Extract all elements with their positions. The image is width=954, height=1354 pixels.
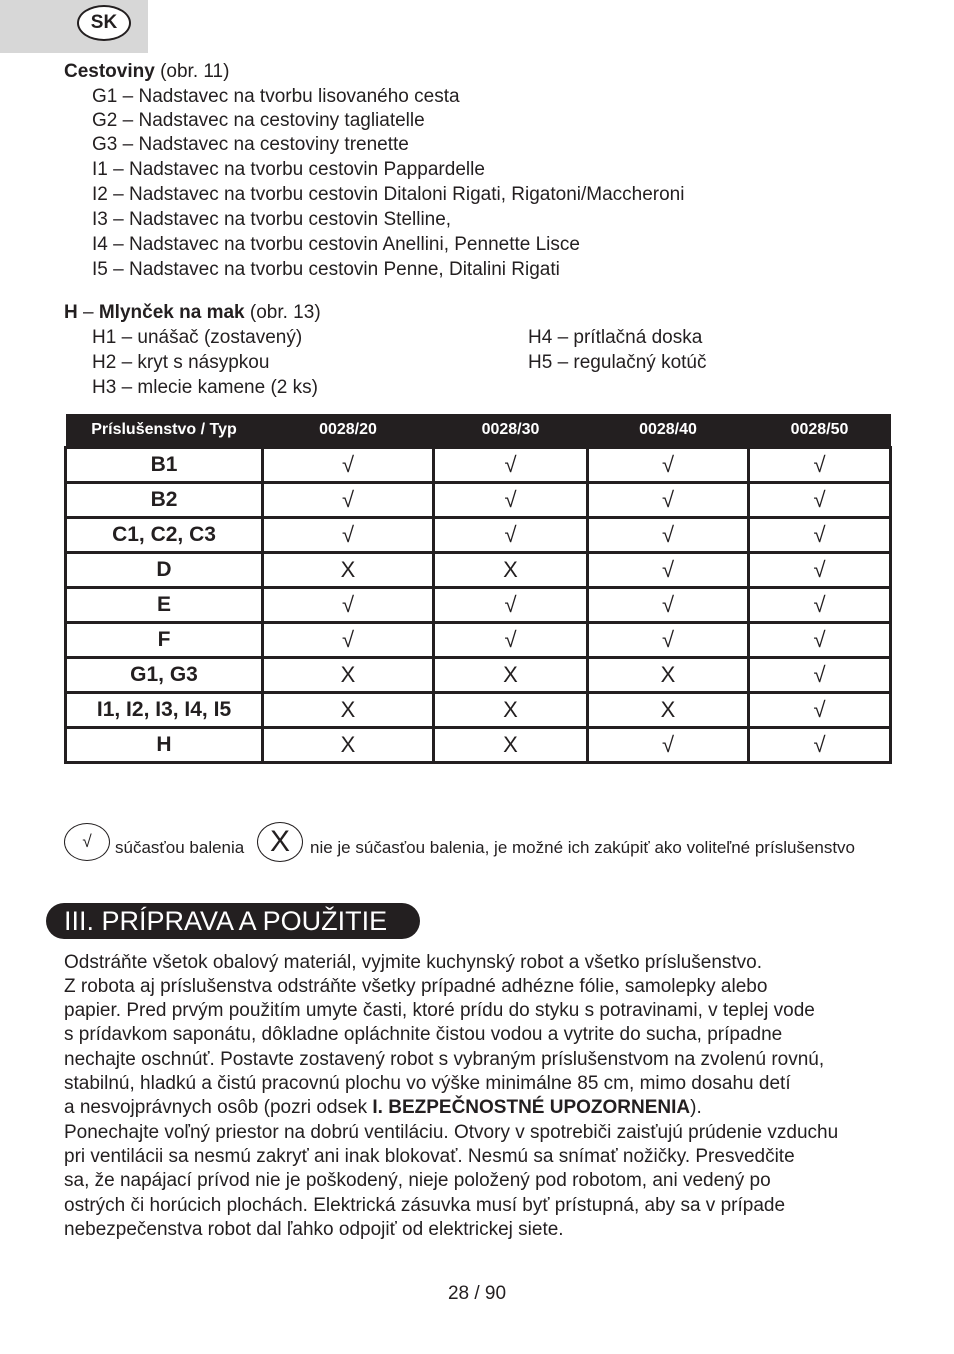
table-cell: √ bbox=[749, 588, 891, 623]
table-cell: √ bbox=[749, 623, 891, 658]
poppy-part: H1 – unášač (zostavený) bbox=[92, 327, 303, 348]
row-label: D bbox=[66, 553, 263, 588]
language-badge: SK bbox=[77, 5, 131, 41]
table-cell: √ bbox=[588, 483, 749, 518]
table-cell: X bbox=[263, 693, 434, 728]
paragraph-line: ostrých či horúcich plochách. Elektrická zásuvka musí byť prístupná, aby sa v prípade bbox=[64, 1195, 786, 1216]
table-cell: √ bbox=[588, 518, 749, 553]
pasta-item: I1 – Nadstavec na tvorbu cestovin Pappardelle bbox=[92, 159, 485, 180]
row-label: C1, C2, C3 bbox=[66, 518, 263, 553]
row-label: F bbox=[66, 623, 263, 658]
row-label: I1, I2, I3, I4, I5 bbox=[66, 693, 263, 728]
table-cell: √ bbox=[749, 658, 891, 693]
table-cell: √ bbox=[749, 728, 891, 763]
table-cell: √ bbox=[434, 448, 588, 483]
table-row bbox=[66, 518, 891, 553]
table-cell: √ bbox=[588, 623, 749, 658]
poppy-part: H5 – regulačný kotúč bbox=[528, 352, 707, 373]
table-row bbox=[66, 448, 891, 483]
row-label: E bbox=[66, 588, 263, 623]
language-tab bbox=[0, 0, 148, 53]
table-cell: √ bbox=[263, 623, 434, 658]
header-model: 0028/50 bbox=[749, 414, 891, 448]
table-row bbox=[66, 658, 891, 693]
table-cell: X bbox=[434, 693, 588, 728]
check-legend-icon: √ bbox=[64, 823, 110, 861]
poppy-part: H4 – prítlačná doska bbox=[528, 327, 703, 348]
paragraph-line bbox=[64, 1096, 702, 1120]
table-cell: √ bbox=[263, 518, 434, 553]
safety-reference: I. BEZPEČNOSTNÉ UPOZORNENIA bbox=[372, 1097, 691, 1118]
table-cell: √ bbox=[434, 518, 588, 553]
table-row bbox=[66, 693, 891, 728]
table-cell: √ bbox=[749, 553, 891, 588]
pasta-item: I2 – Nadstavec na tvorbu cestovin Ditaloni Rigati, Rigatoni/Maccheroni bbox=[92, 184, 685, 205]
table-cell: √ bbox=[588, 588, 749, 623]
table-row bbox=[66, 623, 891, 658]
paragraph-line: sa, že napájací prívod nie je poškodený, nieje položený pod robotom, ani vedený po bbox=[64, 1170, 771, 1191]
table-row bbox=[66, 728, 891, 763]
paragraph-line: Ponechajte voľný priestor na dobrú ventiláciu. Otvory v spotrebiči zaisťujú prúdenie vzduchu bbox=[64, 1122, 839, 1143]
header-model: 0028/30 bbox=[434, 414, 588, 448]
table-cell: √ bbox=[749, 483, 891, 518]
row-label: G1, G3 bbox=[66, 658, 263, 693]
table-cell: X bbox=[263, 553, 434, 588]
pasta-item: G2 – Nadstavec na cestoviny tagliatelle bbox=[92, 110, 425, 131]
page-number: 28 / 90 bbox=[447, 1283, 507, 1304]
table-cell: √ bbox=[749, 518, 891, 553]
table-cell: X bbox=[434, 553, 588, 588]
x-legend-text: nie je súčasťou balenia, je možné ich zakúpiť ako voliteľné príslušenstvo bbox=[310, 838, 856, 857]
pasta-title: Cestoviny bbox=[64, 61, 155, 82]
table-cell: √ bbox=[749, 448, 891, 483]
row-label: B2 bbox=[66, 483, 263, 518]
poppy-dash: – bbox=[77, 302, 99, 323]
table-row bbox=[66, 588, 891, 623]
poppy-letter: H bbox=[64, 302, 78, 323]
table-cell: √ bbox=[434, 483, 588, 518]
table-cell: X bbox=[263, 728, 434, 763]
poppy-title: Mlynček na mak bbox=[98, 302, 245, 323]
paragraph-line: s prídavkom saponátu, dôkladne opláchnite čistou vodou a vytrite do sucha, prípadne bbox=[64, 1024, 783, 1045]
paragraph-line: nebezpečenstva robot dal ľahko odpojiť od elektrickej siete. bbox=[64, 1219, 564, 1240]
header-model: 0028/20 bbox=[263, 414, 434, 448]
pasta-ref: (obr. 11) bbox=[154, 61, 230, 82]
pasta-item: G3 – Nadstavec na cestoviny trenette bbox=[92, 134, 409, 155]
paragraph-line: stabilnú, hladkú a čistú pracovnú plochu vo výške minimálne 85 cm, mimo dosahu detí bbox=[64, 1073, 791, 1094]
table-cell: √ bbox=[434, 588, 588, 623]
header-model: 0028/40 bbox=[588, 414, 749, 448]
paragraph-line: nechajte oschnúť. Postavte zostavený robot s vybraným príslušenstvom na zvolenú rovnú, bbox=[64, 1049, 825, 1070]
pasta-item: G1 – Nadstavec na tvorbu lisovaného cesta bbox=[92, 86, 460, 107]
paragraph-line: papier. Pred prvým použitím umyte časti, ktoré prídu do styku s potravinami, v teplej vode bbox=[64, 1000, 815, 1021]
pasta-item: I5 – Nadstavec na tvorbu cestovin Penne, Ditalini Rigati bbox=[92, 259, 560, 280]
pasta-heading bbox=[64, 60, 229, 84]
table-cell: X bbox=[263, 658, 434, 693]
table-cell: √ bbox=[749, 693, 891, 728]
pasta-item: I3 – Nadstavec na tvorbu cestovin Stelline, bbox=[92, 209, 452, 230]
accessory-table bbox=[64, 414, 892, 764]
table-header-row bbox=[66, 414, 891, 448]
poppy-ref: (obr. 13) bbox=[244, 302, 321, 323]
table-row bbox=[66, 483, 891, 518]
paragraph-line: Odstráňte všetok obalový materiál, vyjmite kuchynský robot a všetko príslušenstvo. bbox=[64, 952, 763, 973]
poppy-part: H3 – mlecie kamene (2 ks) bbox=[92, 377, 318, 398]
table-cell: X bbox=[434, 658, 588, 693]
check-legend-text: súčasťou balenia bbox=[115, 838, 245, 857]
reference-end: ). bbox=[690, 1097, 702, 1118]
table-cell: √ bbox=[263, 448, 434, 483]
poppy-part: H2 – kryt s násypkou bbox=[92, 352, 270, 373]
table-row bbox=[66, 553, 891, 588]
paragraph-line: Z robota aj príslušenstva odstráňte všetky prípadné adhézne fólie, samolepky alebo bbox=[64, 976, 768, 997]
x-legend-icon: X bbox=[257, 822, 303, 862]
table-cell: √ bbox=[263, 483, 434, 518]
table-cell: √ bbox=[434, 623, 588, 658]
table-cell: X bbox=[588, 658, 749, 693]
row-label: H bbox=[66, 728, 263, 763]
pasta-item: I4 – Nadstavec na tvorbu cestovin Anellini, Pennette Lisce bbox=[92, 234, 580, 255]
header-accessory-type: Príslušenstvo / Typ bbox=[66, 414, 263, 448]
table-cell: X bbox=[588, 693, 749, 728]
table-cell: √ bbox=[263, 588, 434, 623]
row-label: B1 bbox=[66, 448, 263, 483]
section-heading: III. PRÍPRAVA A POUŽITIE bbox=[46, 903, 420, 939]
table-cell: √ bbox=[588, 553, 749, 588]
table-cell: √ bbox=[588, 728, 749, 763]
table-cell: √ bbox=[588, 448, 749, 483]
poppy-heading bbox=[64, 301, 321, 325]
reference-text: a nesvojprávnych osôb (pozri odsek bbox=[64, 1097, 373, 1118]
paragraph-line: pri ventilácii sa nesmú zakryť ani inak blokovať. Nesmú sa snímať nožičky. Presvedčite bbox=[64, 1146, 795, 1167]
table-cell: X bbox=[434, 728, 588, 763]
